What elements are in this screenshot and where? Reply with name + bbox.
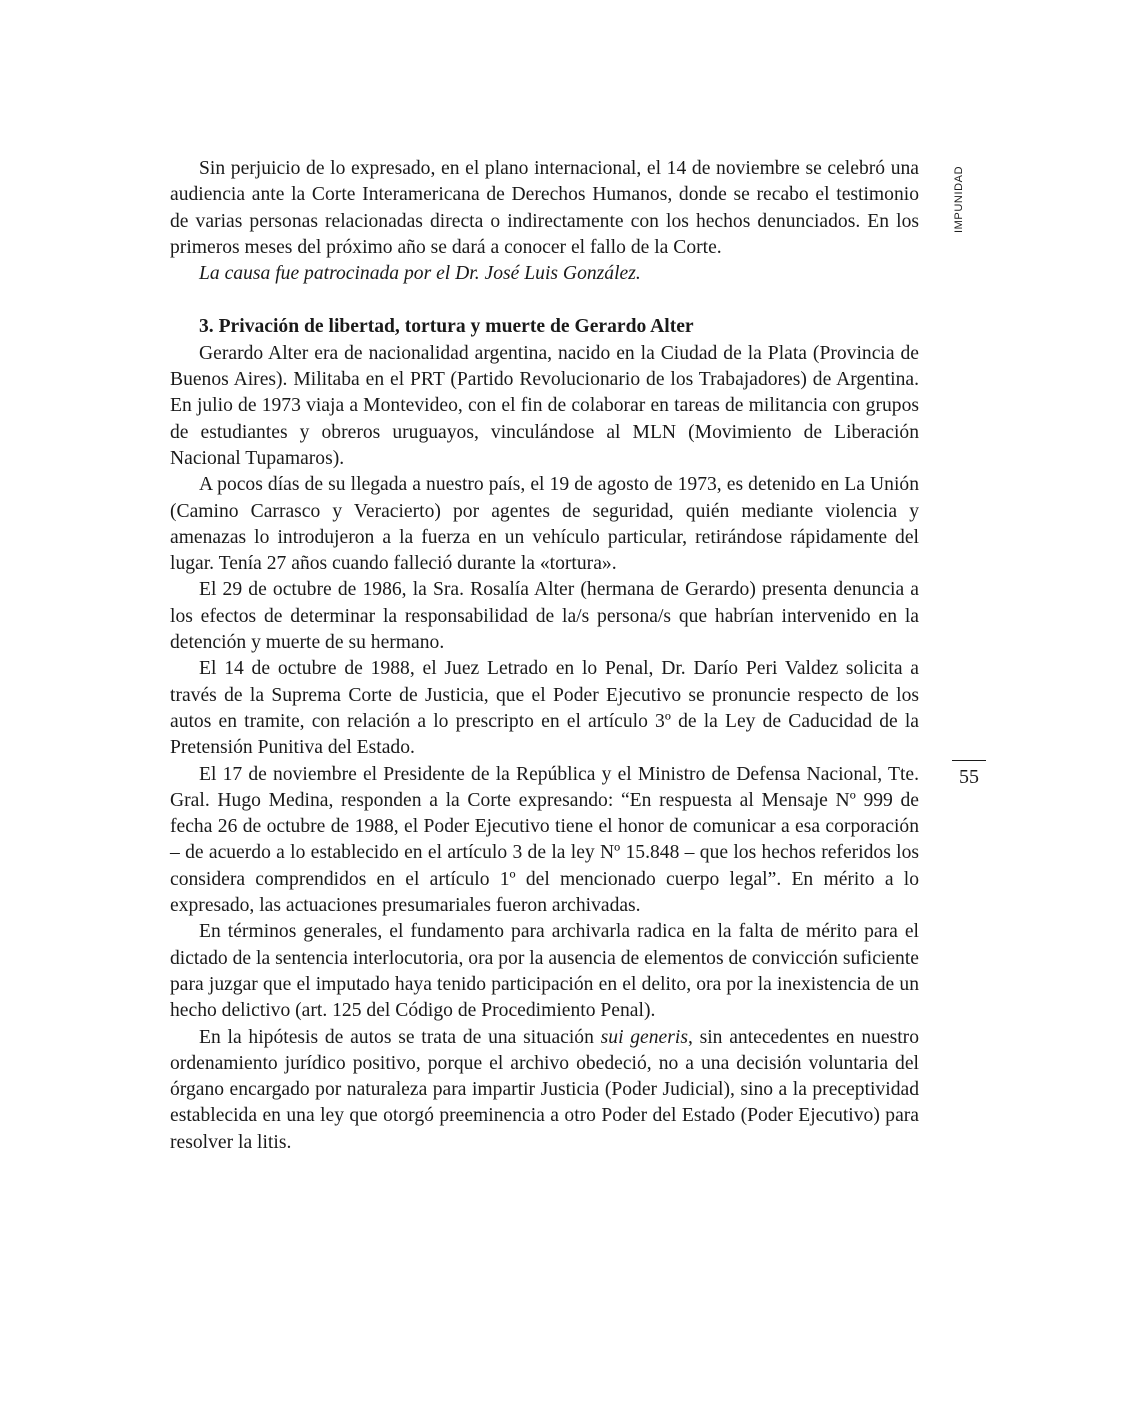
paragraph-sui-generis-start: En la hipótesis de autos se trata de una situación	[199, 1026, 601, 1048]
running-head-label: IMPUNIDAD	[953, 165, 965, 233]
running-head	[948, 156, 972, 236]
paragraph-detention: A pocos días de su llegada a nuestro país, el 19 de agosto de 1973, es detenido en La Unión (Camino Carrasco y Veracierto) por agentes de seguridad, quién mediante violencia y amenazas lo introdujeron a la fuerza en un vehículo particular, retirándose rápidamente del lugar. Tenía 27 años cuando falleció durante la «tortura».	[170, 474, 919, 575]
paragraph-sui-generis-end: , sin antecedentes en nuestro ordenamiento jurídico positivo, porque el archivo obedeció, no a una decisión voluntaria del órgano encargado por naturaleza para impartir Justicia (Poder Judicial), sino a la preceptividad establecida en una ley que otorgó preeminencia a otro Poder del Estado (Poder Ejecutivo) para resolver la litis.	[170, 1026, 919, 1153]
paragraph-grounds: En términos generales, el fundamento para archivarla radica en la falta de mérito para el dictado de la sentencia interlocutoria, ora por la ausencia de elementos de convicción suficiente para juzgar que el imputado haya tenido participación en el delito, ora por la inexistencia de un hecho delictivo (art. 125 del Código de Procedimiento Penal).	[170, 921, 919, 1022]
paragraph-alter-background: Gerardo Alter era de nacionalidad argentina, nacido en la Ciudad de la Plata (Provincia de Buenos Aires). Militaba en el PRT (Partido Revolucionario de los Trabajadores) de Argentina. En julio de 1973 viaja a Montevideo, con el fin de colaborar en tareas de militancia con grupos de estudiantes y obreros uruguayos, vinculándose al MLN (Movimiento de Liberación Nacional Tupamaros).	[170, 342, 919, 469]
paragraph-international-hearing: Sin perjuicio de lo expresado, en el plano internacional, el 14 de noviembre se celebró una audiencia ante la Corte Interamericana de Derechos Humanos, donde se recabo el testimonio de varias personas relacionadas directa o indirectamente con los hechos denunciados. En los primeros meses del próximo año se dará a conocer el fallo de la Corte.	[170, 158, 919, 258]
paragraph-sponsor-note: La causa fue patrocinada por el Dr. José Luis González.	[199, 263, 641, 285]
page-body	[170, 156, 919, 1156]
section-heading: 3. Privación de libertad, tortura y muerte de Gerardo Alter	[199, 316, 694, 338]
paragraph-sui-generis	[170, 1025, 919, 1156]
page-number: 55	[959, 766, 979, 788]
paragraph-judge-request: El 14 de octubre de 1988, el Juez Letrado en lo Penal, Dr. Darío Peri Valdez solicita a través de la Suprema Corte de Justicia, que el Poder Ejecutivo se pronuncie respecto de los autos en tramite, con relación a lo prescripto en el artículo 3º de la Ley de Caducidad de la Pretensión Punitiva del Estado.	[170, 658, 919, 759]
paragraph-executive-response: El 17 de noviembre el Presidente de la República y el Ministro de Defensa Nacional, Tte. Gral. Hugo Medina, responden a la Corte expresando: “En respuesta al Mensaje Nº 999 de fecha 26 de octubre de 1988, el Poder Ejecutivo tiene el honor de comunicar a esa corporación – de acuerdo a lo establecido en el artículo 3 de la ley Nº 15.848 – que los hechos referidos los considera comprendidos en el artículo 1º del mencionado cuerpo legal”. En mérito a lo expresado, las actuaciones presumariales fueron archivadas.	[170, 763, 919, 917]
paragraph-sui-generis-italic: sui generis	[600, 1026, 688, 1048]
paragraph-complaint: El 29 de octubre de 1986, la Sra. Rosalía Alter (hermana de Gerardo) presenta denuncia a los efectos de determinar la responsabilidad de la/s persona/s que habrían intervenido en la detención y muerte de su hermano.	[170, 579, 919, 654]
page-number-rule	[952, 760, 986, 761]
